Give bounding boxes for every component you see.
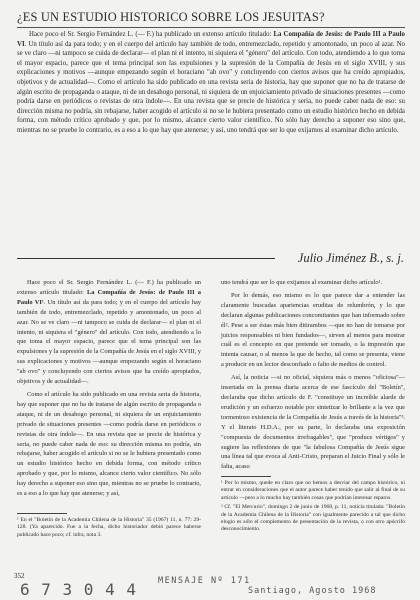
title-rule — [17, 27, 405, 28]
handwritten-date-note: Santiago, Agosto 1968 — [248, 586, 377, 596]
left-column — [17, 278, 201, 502]
intro-rest: . Un título así da para todo; y en el cuerpo del artículo hay también de todo, entremezclado, repetido y amontonado, un poco al azar. No se ve claro —ni tampoco se cuida de declarar— el plan ni el intento, ni siquiera el "género" del artículo. Con todo, atendiendo a lo que toma el mayor espacio, parece que el tema principal son las expulsiones y la supresión de la Compañía de Jesús en el siglo XVIII, y sus explicaciones y motivos —aunque empezando según el horaciano "ab ovo" y concluyendo con ciertos avisos que ha creído apropiados, objetivos y de actualidad—. Como el artículo ha sido publicado en una revista seria de historia, hay que suponer que no ha de tratarse de algún escrito de propaganda o ataque, ni de un desahogo personal, ni siquiera de un enjuiciamiento privado de situaciones presentes —como podría darse en periódicos o revistas de otra índole—. En una revista que se precie de histórica y seria, no puede caber nada de eso: su dirección misma no podría, sin rebajarse, haber acogido el artículo si no se le hubiera presentado como un estudio histórico hecho en debida forma, con método crítico aprobado y que, por lo mismo, alcance cierto valor científico. No sólo hay derecho a suponer eso sino que, mientras no se pruebe lo contrario, es a eso a lo que hay que atenerse; y así, uno tendrá que ser lo que exijamos al examinar dicho artículo. — [17, 40, 405, 134]
author-row — [17, 251, 410, 267]
left-p1-rest: ¹. Un título así da para todo; y en el cuerpo del artículo hay también de todo, entremezclado, repetido y amontonado, un poco al azar. No se ve claro —ni tampoco se cuida de declarar— el plan ni el intento, ni siquiera el "género" del artículo. Con todo, atendiendo a lo que toma el mayor espacio, parece que el tema principal son las expulsiones y la supresión de la Compañía de Jesús en el siglo XVIII, y sus explicaciones y motivos —aunque empezando según el horaciano "ab ovo" y concluyendo con ciertos avisos que ha creído apropiados, objetivos y de actualidad—. — [17, 298, 201, 386]
right-paragraph-1: uno tendrá que ser lo que exijamos al examinar dicho artículo¹. — [221, 279, 383, 286]
left-footnotes — [17, 517, 201, 541]
right-column — [221, 278, 405, 475]
left-footnote-rule — [17, 513, 67, 514]
author-rule — [17, 258, 275, 259]
intro-paragraph — [17, 30, 405, 136]
intro-lead: Hace poco el Sr. Sergio Fernández L. (— F.) ha publicado un extenso artículo titulado: — [29, 31, 274, 38]
left-paragraph-2: Como el artículo ha sido publicado en una revista seria de historia, hay que suponer que no ha de tratarse de algún escrito de propaganda o ataque, ni de un desahogo personal, ni siquiera de un enjuiciamiento privado de situaciones presentes —como podría darse en periódicos o revistas de otra índole—. En una revista que se precie de histórica y seria, no puede caber nada de eso: su dirección misma no podría, sin rebajarse, haber acogido el artículo si no se le hubiera presentado como un estudio histórico hecho en debida forma, con método crítico aprobado y que, por lo mismo, alcance cierto valor científico. No sólo hay derecho a suponer eso sino que, mientras no se pruebe lo contrario, es a eso a lo que hay que atenerse; y así, — [17, 390, 201, 498]
author-name: Julio Jiménez B., s. j. — [297, 251, 404, 265]
footnote: ² Cf. "El Mercurio", domingo 2 de junio de 1968, p. 11, noticia titulada: "Boletín de la Academia Chilena de la Historia" con igualmente parecido a tal que dicho elogio es sólo el complemento de presentación de la revista, o con otro apócrifo desconocimiento. — [221, 504, 405, 533]
left-paragraph-1 — [17, 278, 201, 387]
right-paragraph-3: Así, la noticia —si no oficial, siquiera más o menos "oficiosa"— insertada en la prensa diaria acerca de ese fascículo del "Boletín", declaraba que dicho artículo de F. "constituye un increíble alarde de erudición y un esfuerzo notable por sintetizar lo brillante a la vez que tormentoso existencia de la Compañía de Jesús a través de la historia"³. Y el literato H.D.A., por su parte, lo declaraba una exposición "compuesta de documentos irrefragables", que "produce vértigos" y sugiere las reflexiones de que "la fabulosa Compañía de Jesús sigue una línea tal que evoca al Anti-Cristo, preparan el Juicio Final y sólo le falta, acaso — [221, 374, 405, 471]
page-number: 352 — [14, 572, 25, 580]
footnote: ¹ En el "Boletín de la Academia Chilena de la Historia" 35 (1967) 11, n. 77: 29-128. (Ya aparecido. Fue a la fecha, dicho historiador debió parece haberse publicado hace poco; cf. infra, nota 3. — [17, 517, 201, 538]
article-title: ¿ES UN ESTUDIO HISTORICO SOBRE LOS JESUITAS? — [17, 10, 325, 24]
left-p1-lead: Hace poco el Sr. Sergio Fernández L. (— F.) ha publicado un extenso artículo titulado: — [17, 279, 201, 296]
right-paragraph-2: Por lo demás, eso mismo es lo que parece dar a entender las claramente buscadas apariencias eruditas de relumbrón, y lo que declaran algunas publicaciones concomitantes que han informado sobre él². Pese a ser éstas más bien ditirambos —que no han de tomarse por juicios responsables ni bien fundados—, sirven al menos para mostrar cuál es el concepto en que pretende ser tomado, o la impresión que intenta causar, o al menos la que de hecho, tal como se presenta, viene a producir en un lector desconfiado o falto de medios de control. — [221, 291, 405, 369]
right-footnote-rule — [221, 476, 271, 477]
right-footnotes — [221, 480, 405, 536]
handwritten-catalog-number: 6 7 3 0 4 4 — [20, 580, 137, 599]
handwritten-magazine-note: MENSAJE Nº 171 — [158, 576, 251, 586]
intro-article-title: La Compañía de Jesús: de Paulo III a Paulo VI — [17, 31, 405, 48]
left-p1-title: La Compañía de Jesús: de Paulo III a Paulo VI — [17, 288, 201, 306]
footnote: ¹ Por lo mismo, quede en claro que no hemos a desviar del campo histórico, ni entrar en consideraciones que el autor parece haber tenido que salir al final de su artículo —pero a lo mucho hay también cosas que podrían interesar reparos. — [221, 480, 405, 501]
